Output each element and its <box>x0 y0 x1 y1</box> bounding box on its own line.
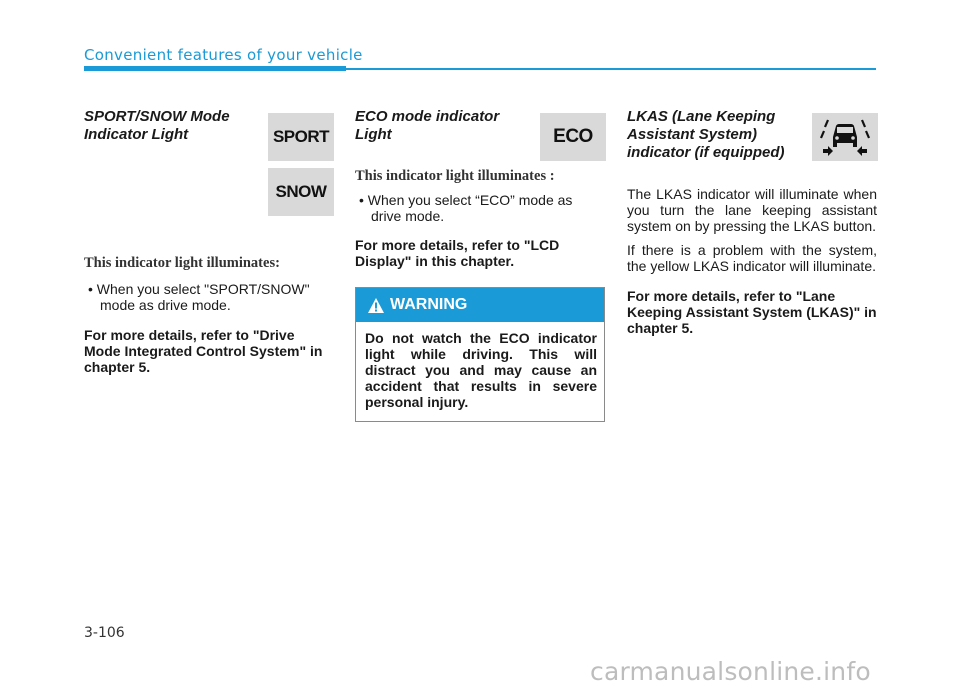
watermark: carmanualsonline.info <box>590 657 871 686</box>
eco-bullet: • When you select “ECO” mode as drive mode. <box>359 192 573 224</box>
warning-box <box>355 287 605 422</box>
heading-line: indicator (if equipped) <box>627 144 785 161</box>
page-number: 3-106 <box>84 625 125 641</box>
eco-indicator-icon <box>540 113 606 161</box>
header-rule-thick <box>84 66 346 71</box>
snow-indicator-icon <box>268 168 334 216</box>
sport-indicator-label: SPORT <box>272 127 330 146</box>
heading-line: LKAS (Lane Keeping <box>627 108 776 125</box>
sport-snow-subheading: This indicator light illuminates: <box>84 255 280 271</box>
snow-indicator-label: SNOW <box>275 182 327 201</box>
header-rule-thin <box>346 68 876 70</box>
lkas-paragraph-2: If there is a problem with the system, the yellow LKAS indicator will illuminate. <box>627 242 877 274</box>
eco-more-details: For more details, refer to "LCD Display" in this chapter. <box>355 237 560 269</box>
warning-title: WARNING <box>390 296 468 313</box>
heading-line: SPORT/SNOW Mode <box>84 108 230 125</box>
lkas-more-details: For more details, refer to "Lane Keeping Assistant System (LKAS)" in chapter 5. <box>627 288 877 336</box>
heading-line: Indicator Light <box>84 126 189 143</box>
section-title: Convenient features of your vehicle <box>84 46 363 64</box>
sport-snow-more-details: For more details, refer to "Drive Mode Integrated Control System" in chapter 5. <box>84 327 323 375</box>
heading-line: Assistant System) <box>627 126 758 143</box>
lkas-indicator-icon <box>812 113 878 161</box>
heading-line: ECO mode indicator <box>355 108 500 125</box>
lkas-paragraph-1: The LKAS indicator will illuminate when you turn the lane keeping assistant system on by pressing the LKAS button. <box>627 186 877 234</box>
eco-subheading: This indicator light illuminates : <box>355 168 555 184</box>
lane-keeping-car-icon <box>816 116 874 158</box>
warning-header <box>356 288 604 322</box>
eco-indicator-label: ECO <box>553 126 593 147</box>
heading-line: Light <box>355 126 392 143</box>
warning-text: Do not watch the ECO indicator light while driving. This will distract you and may cause an accident that results in severe personal injury. <box>365 330 597 410</box>
sport-snow-bullet: • When you select "SPORT/SNOW" mode as drive mode. <box>88 281 310 313</box>
warning-triangle-icon <box>368 298 384 313</box>
sport-indicator-icon <box>268 113 334 161</box>
